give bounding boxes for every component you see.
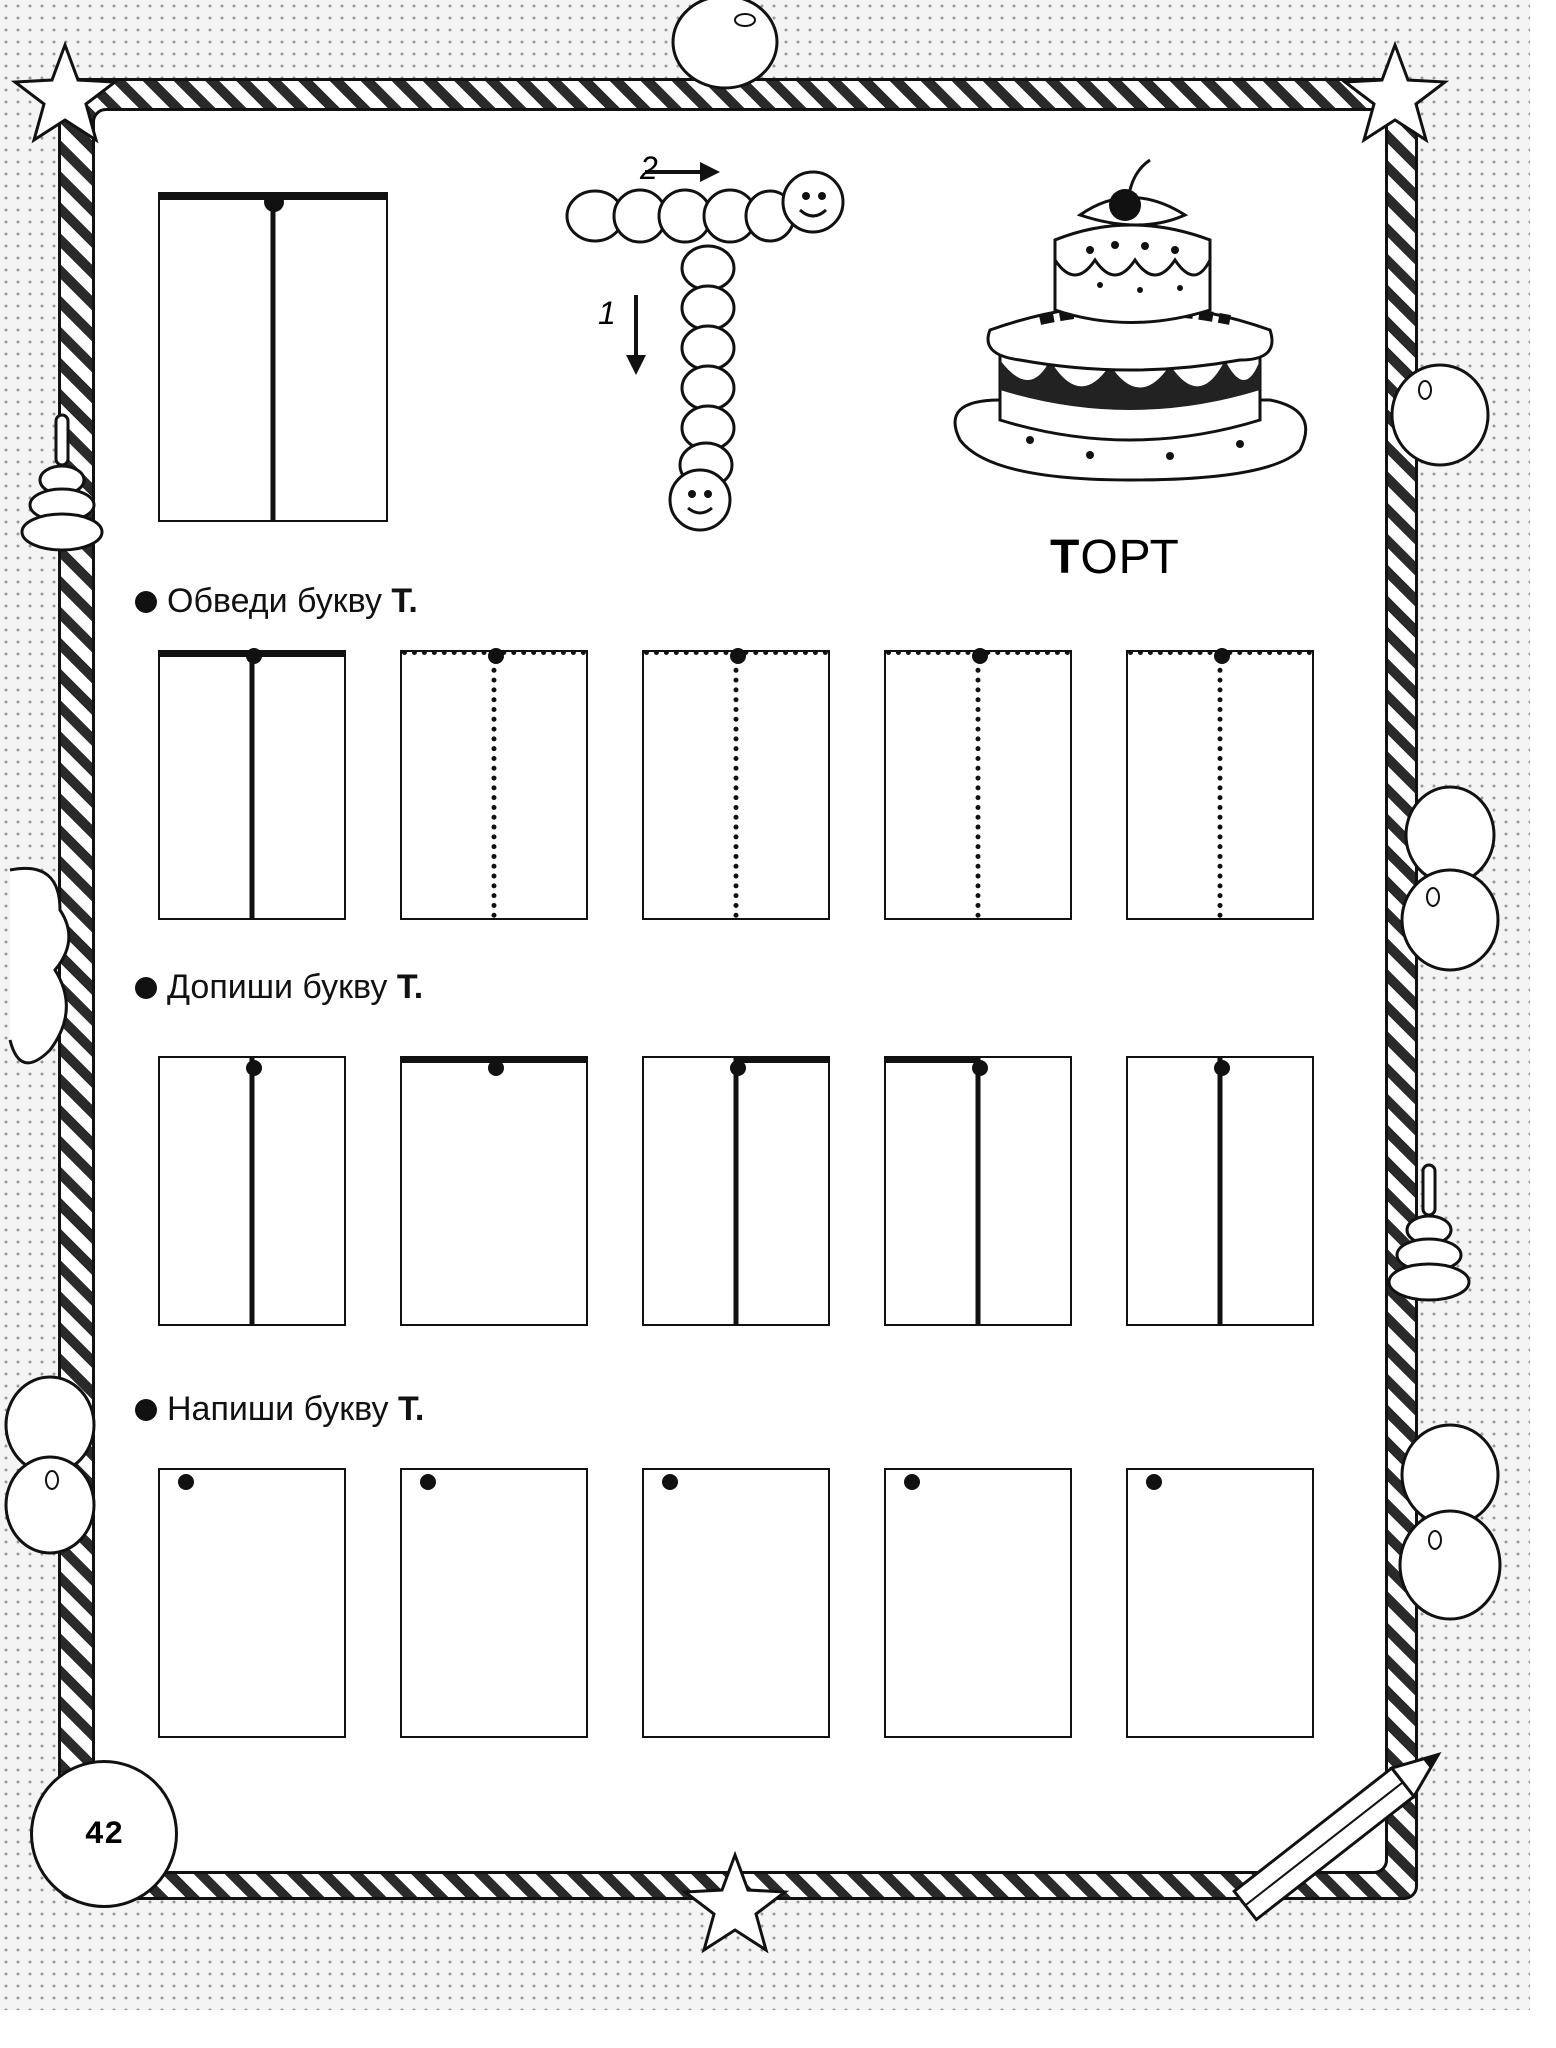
instruction-write xyxy=(135,1390,424,1429)
complete-cell[interactable] xyxy=(1126,1056,1314,1326)
trace-cell[interactable] xyxy=(1126,650,1314,920)
star-icon xyxy=(10,40,120,150)
bullet-icon xyxy=(135,977,157,999)
bullet-icon xyxy=(135,591,157,613)
trace-cell[interactable] xyxy=(642,650,830,920)
pyramid-toy-icon xyxy=(1385,1160,1475,1310)
write-cell[interactable] xyxy=(884,1468,1072,1738)
caterpillar-icon xyxy=(560,150,860,540)
complete-cell[interactable] xyxy=(158,1056,346,1326)
example-word xyxy=(1050,530,1180,585)
instruction-text: Обведи букву xyxy=(167,582,392,620)
trace-cell[interactable] xyxy=(158,650,346,920)
word-first-letter: Т xyxy=(1050,531,1081,584)
balloon-icon xyxy=(1395,1505,1505,1625)
page-number: 42 xyxy=(30,1760,178,1908)
balloon-icon xyxy=(665,0,785,100)
instruction-letter: Т. xyxy=(396,968,424,1006)
stroke-number-2: 2 xyxy=(640,150,658,186)
instruction-text: Допиши букву xyxy=(167,968,397,1006)
complete-cell[interactable] xyxy=(884,1056,1072,1326)
pyramid-toy-icon xyxy=(18,410,108,560)
star-icon xyxy=(680,1850,790,1960)
instruction-letter: Т. xyxy=(397,1390,425,1428)
write-cell[interactable] xyxy=(158,1468,346,1738)
bullet-icon xyxy=(135,1399,157,1421)
star-icon xyxy=(1340,40,1450,150)
example-letter-cell xyxy=(158,192,388,522)
write-cell[interactable] xyxy=(642,1468,830,1738)
balloon-icon xyxy=(0,1450,100,1560)
write-cell[interactable] xyxy=(400,1468,588,1738)
instruction-trace xyxy=(135,582,418,621)
write-cell[interactable] xyxy=(1126,1468,1314,1738)
balloon-icon xyxy=(1385,360,1495,470)
trace-cell[interactable] xyxy=(400,650,588,920)
cake-icon xyxy=(940,160,1320,500)
complete-cell[interactable] xyxy=(400,1056,588,1326)
balloon-icon xyxy=(0,860,90,1080)
balloon-icon xyxy=(1395,865,1505,975)
trace-cell[interactable] xyxy=(884,650,1072,920)
stroke-number-1: 1 xyxy=(598,295,616,331)
instruction-complete xyxy=(135,968,423,1007)
word-rest: ОРТ xyxy=(1080,531,1180,584)
instruction-text: Напиши букву xyxy=(167,1390,398,1428)
complete-cell[interactable] xyxy=(642,1056,830,1326)
pencil-icon xyxy=(1210,1730,1480,1930)
instruction-letter: Т. xyxy=(391,582,418,620)
